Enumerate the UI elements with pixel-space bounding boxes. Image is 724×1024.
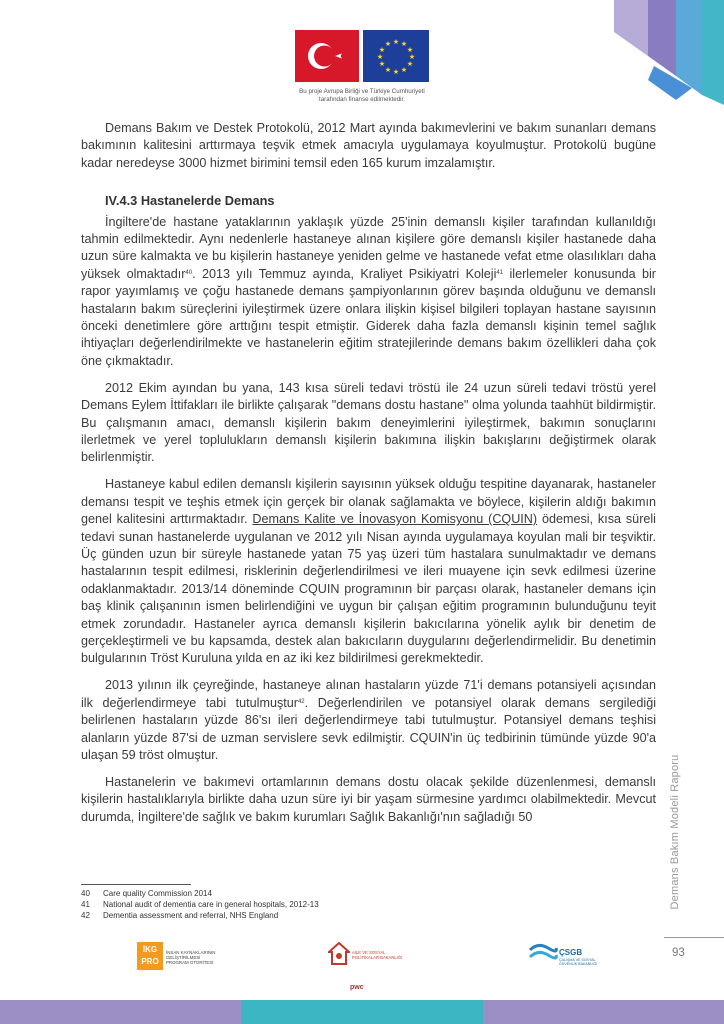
svg-text:★: ★: [406, 60, 414, 68]
csgb-logo-subtitle: ÇALIŞMA VE SOSYAL GÜVENLİK BAKANLIĞI: [559, 958, 598, 967]
p3-part-a: Hastaneye kabul edilen demanslı kişilerin sayısının yüksek olduğu tespitine dayanarak, hastaneler demansı tespit ve teşhis etmek için gerçek bir olanak sağlamakta ve böylece, kişilerin aldığı bakımın genel kalitesini arttırmaktadır.: [81, 477, 656, 527]
side-divider: [664, 937, 724, 938]
footnote-item: [81, 888, 319, 899]
ministry-family-logo-text: AİLE VE SOSYAL POLİTİKALAR BAKANLIĞI: [352, 950, 403, 960]
footnote-item: [81, 910, 319, 921]
pwc-logo: pwc: [350, 984, 364, 991]
ikg-pro-logo-mark: İKG PRO: [137, 942, 163, 970]
intro-paragraph: Demans Bakım ve Destek Protokolü, 2012 Mart ayında bakımevlerini ve bakım sunanları demans bakımının kalitesini arttırmaya teşvik etmek amacıyla uygulamaya koyulmuştur. Protokolü bugüne kadar neredeyse 3000 hizmet birimini temsil eden 165 kurum imzalamıştır.: [81, 121, 656, 170]
header-caption: [250, 88, 474, 104]
side-report-title: [664, 742, 686, 922]
p1-part-c: ilerlemeler konusunda bir rapor yayımlamış ve çoğu hastanede demans şampiyonlarının görev başında olduğunu ve demanslı hastaların bakım süreçlerini iyileştirmek üzere onlara ilişkin kişisel bilgileri toplayan hastane sayısının önceki denetimlere göre arttığını tespit etmiştir. Giderek daha fazla demanslı kişinin temel sağlık ihtiyaçları değerlendirilmekte ve hastanelerin eğitim stratejilerinde demans bakım özellikleri daha çok öne çıkmaktadır.: [81, 266, 656, 368]
bottom-bar-segment-purple: [483, 1000, 724, 1024]
svg-text:★: ★: [392, 38, 400, 46]
paragraph-2: 2012 Ekim ayından bu yana, 143 kısa süreli tedavi tröstü ile 24 uzun süreli tedavi tröstü yerel Demans Eylem İttifakları ile birlikte çalışarak "demans dostu hastane" olma yolunda taahhüt bildirmiştir. Bu çalışmanın amacı, demanslı kişilerin bakım deneyimlerini iyileştirmek, bakımın sonuçlarını ilerletmek ve yerel toplulukların demanslı kişilerin bakımına ilişkin bakışlarını değiştirmek olarak belirlenmiştir.: [81, 380, 656, 465]
svg-text:★: ★: [400, 40, 408, 48]
csgb-logo: [528, 940, 608, 970]
footnote-divider: [81, 884, 191, 885]
ministry-family-logo: [328, 940, 408, 980]
svg-text:★: ★: [378, 46, 386, 54]
svg-text:★: ★: [392, 68, 400, 76]
header-caption-line1: Bu proje Avrupa Birliği ve Türkiye Cumhuriyeti: [299, 88, 425, 95]
paragraph-1: [81, 214, 656, 371]
svg-text:★: ★: [378, 60, 386, 68]
footnote-ref-40: 40: [185, 269, 193, 276]
eu-flag-icon: [363, 30, 429, 82]
paragraph-3: [81, 476, 656, 667]
csgb-swirl-icon: [528, 942, 558, 964]
paragraph-4: [81, 677, 656, 764]
svg-text:★: ★: [376, 53, 384, 61]
svg-text:★: ★: [384, 66, 392, 74]
svg-text:★: ★: [384, 40, 392, 48]
section-heading: IV.4.3 Hastanelerde Demans: [105, 193, 275, 209]
bottom-bar-segment-purple: [0, 1000, 241, 1024]
ikg-pro-logo-text: İNSAN KAYNAKLARININ GELİŞTİRİLMESİ PROGRAM OTORİTESİ: [166, 950, 216, 965]
footnote-item: [81, 899, 319, 910]
footnote-text: Care quality Commission 2014: [103, 889, 212, 898]
cquin-link[interactable]: Demans Kalite ve İnovasyon Komisyonu (CQUIN): [252, 512, 538, 527]
svg-text:★: ★: [408, 53, 416, 61]
footnote-number: 42: [81, 911, 90, 921]
paragraph-5: Hastanelerin ve bakımevi ortamlarının demans dostu olacak şekilde düzenlenmesi, demanslı kişilerin hastalıklarıyla birlikte daha uzun süre iyi bir yaşam sürmesine yardımcı olabilmektedir. Mevcut durumda, İngiltere'de sağlık ve bakım kurumları Sağlık Bakanlığı'nın sağladığı 50: [81, 774, 656, 824]
bottom-color-bar: [0, 1000, 724, 1024]
footnote-text: National audit of dementia care in general hospitals, 2012-13: [103, 900, 319, 910]
footnotes: [81, 888, 319, 922]
p4-part-b: . Değerlendirilen ve potansiyel olarak demans sergilediği belirlenen hastaların yüzde 86'sı ileri değerlendirmeye tabi tutulmuştur. Potansiyel demans teşhisi alanların yüzde 87'si de uzman servislere sevk edilmiştir. CQUIN'in üç tedbirinin tümünde yüzde 90'a ulaşan 59 tröst olmuştur.: [81, 695, 656, 762]
header-flags: [295, 30, 429, 82]
side-report-title-text: Demans Bakım Modeli Raporu: [669, 754, 681, 910]
house-icon: [328, 942, 350, 966]
csgb-logo-title: ÇSGB: [559, 948, 583, 957]
svg-text:★: ★: [400, 66, 408, 74]
page-number: 93: [672, 947, 685, 959]
header-caption-line2: tarafından finanse edilmektedir.: [319, 96, 405, 103]
p1-part-b: . 2013 yılı Temmuz ayında, Kraliyet Psikiyatri Koleji: [192, 266, 497, 281]
footnote-text: Dementia assessment and referral, NHS England: [103, 911, 279, 921]
bottom-bar-segment-teal: [241, 1000, 482, 1024]
p1-part-a: İngiltere'de hastane yataklarının yaklaşık yüzde 25'inin demanslı kişiler tarafından kullanıldığı tahmin edilmektedir. Aynı nedenlerle hastaneye alınan kişilere göre demanslı kişiler hastanede daha uzun süre kalmakta ve bu kişilerin hastaneye yeniden gelme ve hastanede vefat etme olasılıkları daha yüksek olmaktadır: [81, 214, 656, 281]
corner-decoration: [614, 0, 724, 105]
p4-part-a: 2013 yılının ilk çeyreğinde, hastaneye alınan hastaların yüzde 71'i demans potansiyeli açısından ilk değerlendirmeye tabi tutulmuştur: [81, 678, 656, 710]
ikg-pro-logo: [137, 942, 223, 972]
turkey-flag-icon: [295, 30, 359, 82]
footnote-number: 41: [81, 900, 90, 910]
main-text: [81, 120, 656, 826]
footnote-ref-41: 41: [496, 269, 504, 276]
footnote-ref-42: 42: [297, 698, 305, 705]
svg-text:★: ★: [406, 46, 414, 54]
p3-part-b: ödemesi, kısa süreli tedavi sunan hastanelerde uygulanan ve 2012 yılı Nisan ayında uygulamaya koyulan mali bir teşviktir. Üç günden uzun bir süreyle hastanede yatan 75 yaş üzeri tüm hastalara sunulmaktadır ve demans hastalarının tespit edilmesi, risklerinin değerlendirilmesi ve ileri muayene için sevk edilmesi üzerine odaklanmaktadır. 2013/14 döneminde CQUIN programının bir parçası olarak, hastaneler demans için baş klinik çalışanının ismen belirlendiğini ve uygun bir çalışan eğitim programının bulunduğunu teyit etmek zorundadır. Hastaneler ayrıca demanslı kişilerin bakıcılarına yönelik aylık bir denetim de gerçekleştirmeli ve bu kapsamda, destek alan bakıcıların duygularını değerlendirmelidir. Bu denetimin bulgularının Tröst Kuruluna yılda en az iki kez bildirilmesi gerekmektedir.: [81, 512, 656, 666]
footnote-number: 40: [81, 889, 90, 898]
